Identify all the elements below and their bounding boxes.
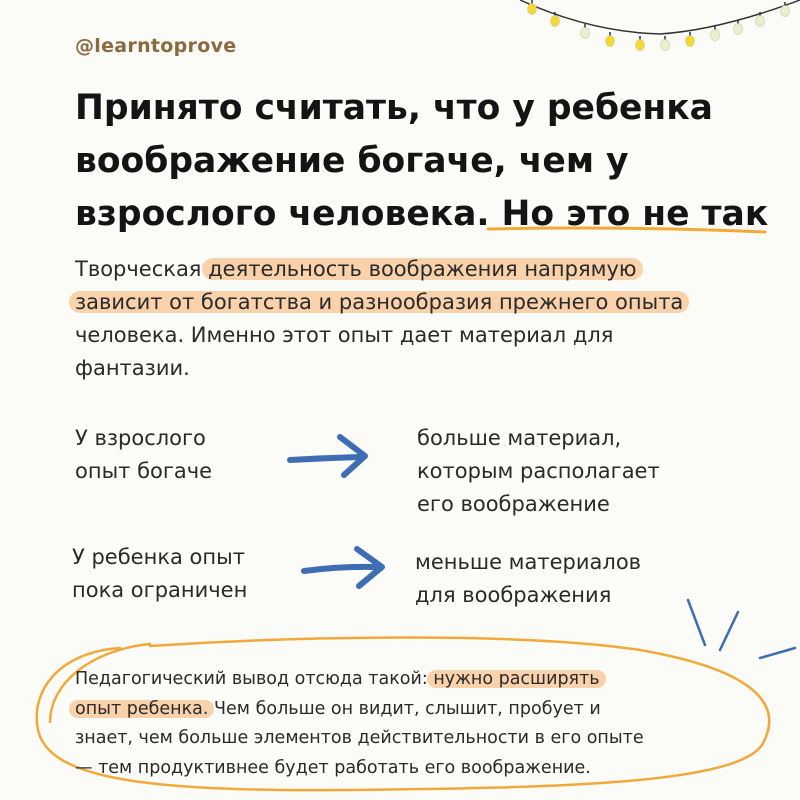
paragraph-line — [75, 695, 755, 725]
light-bulb — [551, 16, 560, 27]
light-bulb — [661, 40, 670, 51]
title-line: Принято считать, что у ребенка — [75, 88, 713, 128]
light-bulb — [781, 6, 790, 17]
comparison-child-label — [72, 541, 247, 607]
light-bulb — [581, 28, 590, 39]
comparison-text: его воображение — [417, 492, 610, 516]
text-plain: Педагогический вывод отсюда такой: — [75, 669, 428, 689]
account-handle: @learntoprove — [75, 35, 237, 57]
comparison-adult-result — [417, 422, 660, 521]
light-bulb — [686, 36, 695, 47]
text-plain: Творческая — [75, 257, 202, 281]
comparison-text: пока ограничен — [72, 578, 248, 602]
highlighted-text: нужно расширять — [433, 669, 600, 689]
paragraph-line — [75, 253, 755, 286]
light-bulb — [606, 36, 615, 47]
title-line-start: взрослого человека. — [75, 194, 490, 234]
arrow-right-icon — [304, 549, 382, 586]
comparison-text: У ребенка опыт — [72, 545, 245, 569]
arrow-right-icon — [290, 437, 365, 475]
paragraph-line: фантазии. — [75, 356, 190, 380]
light-bulb — [636, 40, 645, 51]
page-title — [75, 82, 775, 241]
comparison-text: которым располагает — [417, 459, 660, 483]
light-bulb — [711, 30, 720, 41]
title-line — [75, 188, 775, 241]
paragraph-line: человека. Именно этот опыт дает материал для — [75, 323, 614, 347]
title-accent-text: Но это не так — [501, 194, 769, 234]
comparison-text: для воображения — [415, 583, 612, 607]
paragraph-line — [75, 665, 755, 695]
highlighted-text: опыт ребенка. — [75, 698, 209, 719]
light-bulb — [756, 16, 765, 27]
intro-paragraph — [75, 253, 755, 385]
string-lights-decoration — [520, 0, 800, 51]
paragraph-line — [75, 286, 755, 319]
comparison-text: У взрослого — [75, 426, 206, 450]
light-bulb — [528, 4, 537, 15]
comparison-text: больше материал, — [417, 426, 622, 450]
text-plain: Чем больше он видит, слышит, пробует и — [214, 698, 601, 719]
paragraph-line: — тем продуктивнее будет работать его воображение. — [75, 757, 591, 778]
comparison-text: опыт богаче — [75, 459, 213, 483]
sparkle-lines-decoration — [688, 600, 795, 658]
light-bulbs — [528, 0, 790, 51]
light-bulb — [734, 24, 743, 35]
title-line: воображение богаче, чем у — [75, 141, 629, 181]
conclusion-paragraph — [75, 665, 755, 783]
highlighted-text: зависит от богатства и разнообразия прежнего опыта — [75, 290, 684, 314]
highlighted-text: деятельность воображения напрямую — [208, 257, 637, 281]
comparison-text: меньше материалов — [415, 550, 642, 574]
paragraph-line: знает, чем больше элементов действительности в его опыте — [75, 728, 644, 748]
comparison-adult-label — [75, 422, 212, 488]
comparison-child-result — [415, 546, 641, 612]
